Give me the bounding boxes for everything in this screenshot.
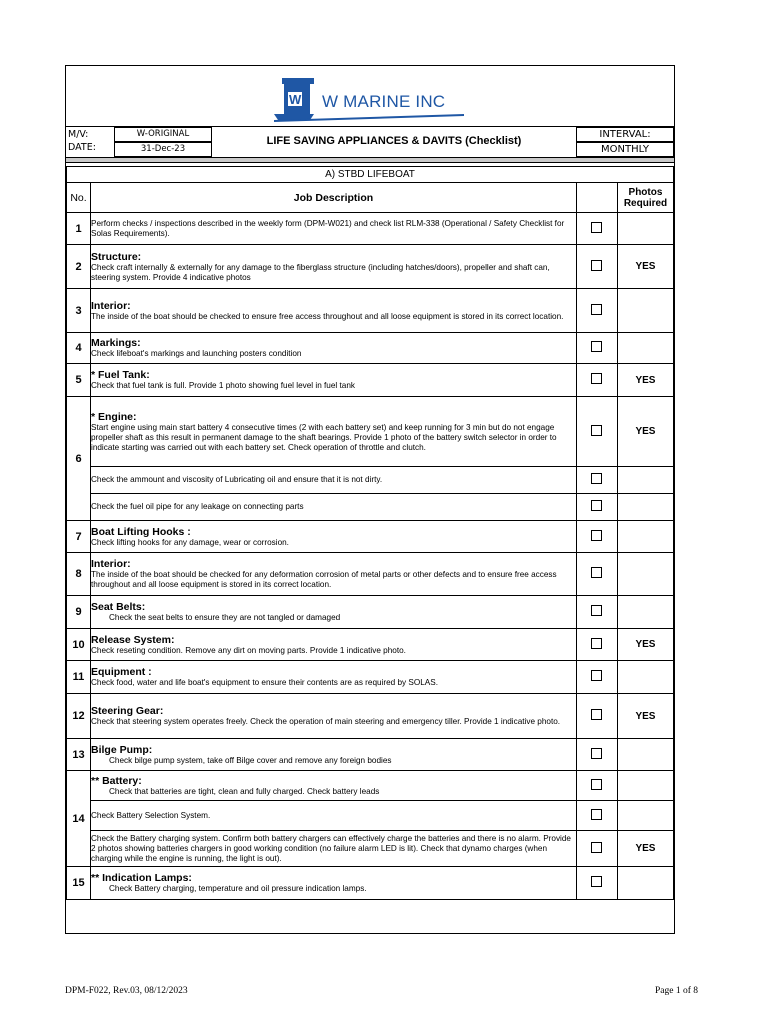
sub-item-text: Check the ammount and viscosity of Lubricating oil and ensure that it is not dirty. xyxy=(91,467,577,494)
table-row xyxy=(67,629,674,661)
item-heading: Equipment : xyxy=(91,666,152,678)
item-text: Start engine using main start battery 4 consecutive times (2 with each battery set) and keep running for 3 min but do not engage propeller shaft as this result in permanent damage to the shaft bearings. Provide 1 photo of the battery switch selector in order to indicate starting was carried out with each battery set. Check operation of throttle and clutch. xyxy=(91,422,557,452)
check-cell xyxy=(576,245,617,289)
item-number: 14 xyxy=(67,771,91,867)
item-description xyxy=(91,289,577,333)
item-description xyxy=(91,596,577,629)
interval-label: INTERVAL: xyxy=(576,127,674,142)
checklist-table xyxy=(66,166,674,900)
page-number: Page 1 of 8 xyxy=(655,986,699,996)
checkbox[interactable] xyxy=(591,473,602,484)
item-number: 9 xyxy=(67,596,91,629)
item-text: The inside of the boat should be checked to ensure free access throughout and all loose equipment is stored in its correct location. xyxy=(91,311,564,321)
item-text: Perform checks / inspections described in the weekly form (DPM-W021) and check list RLM-338 (Operational / Safety Checklist for Solas Requirements). xyxy=(91,218,565,238)
item-text: Check lifting hooks for any damage, wear or corrosion. xyxy=(91,537,289,547)
item-description xyxy=(91,694,577,739)
photos-required xyxy=(617,596,673,629)
table-row xyxy=(67,739,674,771)
check-cell xyxy=(576,467,617,494)
check-cell xyxy=(576,739,617,771)
photos-required xyxy=(617,553,673,596)
item-number: 7 xyxy=(67,521,91,553)
checkbox[interactable] xyxy=(591,605,602,616)
item-number: 4 xyxy=(67,333,91,364)
item-description xyxy=(91,867,577,900)
photos-required xyxy=(617,333,673,364)
photos-required: YES xyxy=(617,364,673,397)
item-number: 15 xyxy=(67,867,91,900)
checkbox[interactable] xyxy=(591,638,602,649)
item-number: 8 xyxy=(67,553,91,596)
table-row xyxy=(67,771,674,801)
col-header-photos: Photos Required xyxy=(617,183,673,213)
item-heading: Bilge Pump: xyxy=(91,743,153,756)
item-number: 11 xyxy=(67,661,91,694)
check-cell xyxy=(576,213,617,245)
check-cell xyxy=(576,333,617,364)
photos-required xyxy=(617,289,673,333)
item-heading: * Fuel Tank: xyxy=(91,369,150,381)
item-number: 6 xyxy=(67,397,91,521)
table-row xyxy=(67,521,674,553)
item-text: Check Battery charging, temperature and oil pressure indication lamps. xyxy=(109,884,367,893)
item-description xyxy=(91,771,577,801)
photos-required xyxy=(617,801,673,831)
table-row xyxy=(67,289,674,333)
item-heading: Release System: xyxy=(91,633,175,646)
interval-value: MONTHLY xyxy=(576,142,674,157)
checkbox[interactable] xyxy=(591,373,602,384)
table-row xyxy=(67,661,674,694)
checkbox[interactable] xyxy=(591,260,602,271)
mv-value: W-ORIGINAL xyxy=(114,127,212,142)
check-cell xyxy=(576,831,617,867)
checkbox[interactable] xyxy=(591,530,602,541)
company-name: W MARINE INC xyxy=(322,92,446,111)
check-cell xyxy=(576,289,617,333)
date-value: 31-Dec-23 xyxy=(114,142,212,157)
checkbox[interactable] xyxy=(591,748,602,759)
item-text: Check that fuel tank is full. Provide 1 photo showing fuel level in fuel tank xyxy=(91,381,355,390)
date-label: DATE: xyxy=(68,142,96,153)
item-description xyxy=(91,661,577,694)
photos-required: YES xyxy=(617,831,673,867)
divider-bar xyxy=(66,157,674,163)
table-row xyxy=(67,867,674,900)
check-cell xyxy=(576,553,617,596)
item-number: 12 xyxy=(67,694,91,739)
check-cell xyxy=(576,771,617,801)
item-number: 3 xyxy=(67,289,91,333)
checklist-sheet xyxy=(65,65,675,934)
checkbox[interactable] xyxy=(591,809,602,820)
photos-required xyxy=(617,213,673,245)
checkbox[interactable] xyxy=(591,567,602,578)
check-cell xyxy=(576,694,617,739)
item-number: 13 xyxy=(67,739,91,771)
item-text: Check lifeboat's markings and launching posters condition xyxy=(91,349,302,358)
item-description xyxy=(91,629,577,661)
item-description xyxy=(91,364,577,397)
check-cell xyxy=(576,364,617,397)
photos-required: YES xyxy=(617,629,673,661)
item-description xyxy=(91,397,577,467)
table-row xyxy=(67,831,674,867)
item-text: Check food, water and life boat's equipment to ensure their contents are as required by SOLAS. xyxy=(91,678,439,687)
item-text: Check that steering system operates freely. Check the operation of main steering and emergency tiller. Provide 1 indicative photo. xyxy=(91,717,561,726)
table-row xyxy=(67,333,674,364)
item-number: 5 xyxy=(67,364,91,397)
checkbox[interactable] xyxy=(591,670,602,681)
item-number: 1 xyxy=(67,213,91,245)
item-heading: Structure: xyxy=(91,250,142,263)
photos-required xyxy=(617,661,673,694)
table-row xyxy=(67,467,674,494)
photos-required xyxy=(617,739,673,771)
item-description xyxy=(91,333,577,364)
item-heading: ** Indication Lamps: xyxy=(91,872,192,884)
item-description xyxy=(91,245,577,289)
col-header-no: No. xyxy=(67,183,91,213)
item-number: 10 xyxy=(67,629,91,661)
photos-required xyxy=(617,467,673,494)
item-description xyxy=(91,553,577,596)
item-heading: Boat Lifting Hooks : xyxy=(91,525,191,538)
check-cell xyxy=(576,661,617,694)
check-cell xyxy=(576,521,617,553)
item-text: Check that batteries are tight, clean and fully charged. Check battery leads xyxy=(109,786,380,796)
item-description xyxy=(91,521,577,553)
table-row xyxy=(67,245,674,289)
page-title: LIFE SAVING APPLIANCES & DAVITS (Checklist) xyxy=(266,135,522,147)
photos-required: YES xyxy=(617,694,673,739)
item-text: Check craft internally & externally for any damage to the fiberglass structure (including hatches/doors), propeller and shaft can, steering system. Provide 4 indicative photos xyxy=(91,262,550,282)
photos-required: YES xyxy=(617,397,673,467)
photos-required xyxy=(617,867,673,900)
table-row xyxy=(67,397,674,467)
checkbox[interactable] xyxy=(591,500,602,511)
item-heading: Steering Gear: xyxy=(91,705,164,717)
check-cell xyxy=(576,801,617,831)
table-row xyxy=(67,553,674,596)
table-row xyxy=(67,801,674,831)
table-row xyxy=(67,494,674,521)
check-cell xyxy=(576,629,617,661)
photos-required xyxy=(617,521,673,553)
item-description xyxy=(91,213,577,245)
check-cell xyxy=(576,596,617,629)
checkbox[interactable] xyxy=(591,842,602,853)
item-text: Check reseting condition. Remove any dirt on moving parts. Provide 1 indicative photo. xyxy=(91,645,406,655)
checkbox[interactable] xyxy=(591,876,602,887)
header-block xyxy=(66,126,674,159)
checkbox[interactable] xyxy=(591,341,602,352)
sub-item-text: Check the fuel oil pipe for any leakage on connecting parts xyxy=(91,494,577,521)
check-cell xyxy=(576,397,617,467)
checkbox[interactable] xyxy=(591,709,602,720)
item-heading: Markings: xyxy=(91,337,141,349)
item-heading: Interior: xyxy=(91,299,131,312)
item-text: Check bilge pump system, take off Bilge cover and remove any foreign bodies xyxy=(109,755,392,765)
doc-reference: DPM-F022, Rev.03, 08/12/2023 xyxy=(65,986,188,996)
sub-item-text: Check Battery Selection System. xyxy=(91,801,577,831)
checkbox[interactable] xyxy=(591,304,602,315)
item-heading: Seat Belts: xyxy=(91,601,146,613)
mv-label: M/V: xyxy=(68,129,89,140)
table-row xyxy=(67,694,674,739)
sub-item-text: Check the Battery charging system. Confirm both battery chargers can effectively charge the batteries and there is no alarm. Provide 2 photos showing batteries chargers in good working condition (no failure alarm LED is lit). Check that dynamo charges (when charging while the engine is running, the light is out). xyxy=(91,831,577,867)
checkbox[interactable] xyxy=(591,779,602,790)
checkbox[interactable] xyxy=(591,222,602,233)
table-row xyxy=(67,596,674,629)
item-description xyxy=(91,739,577,771)
check-cell xyxy=(576,494,617,521)
check-cell xyxy=(576,867,617,900)
item-heading: ** Battery: xyxy=(91,774,142,787)
logo-area xyxy=(66,66,674,126)
photos-required xyxy=(617,771,673,801)
svg-text:W: W xyxy=(289,92,302,107)
col-header-desc: Job Description xyxy=(91,183,577,213)
item-text: The inside of the boat should be checked for any deformation corrosion of metal parts or other defects and to ensure free access throughout and all loose equipment is stored in its correct location. xyxy=(91,570,557,589)
table-row xyxy=(67,364,674,397)
section-title: A) STBD LIFEBOAT xyxy=(67,167,674,183)
item-text: Check the seat belts to ensure they are not tangled or damaged xyxy=(109,613,341,622)
col-header-check xyxy=(576,183,617,213)
table-row xyxy=(67,213,674,245)
photos-required: YES xyxy=(617,245,673,289)
photos-required xyxy=(617,494,673,521)
item-heading: * Engine: xyxy=(91,410,137,423)
checkbox[interactable] xyxy=(591,425,602,436)
item-heading: Interior: xyxy=(91,558,131,570)
item-number: 2 xyxy=(67,245,91,289)
